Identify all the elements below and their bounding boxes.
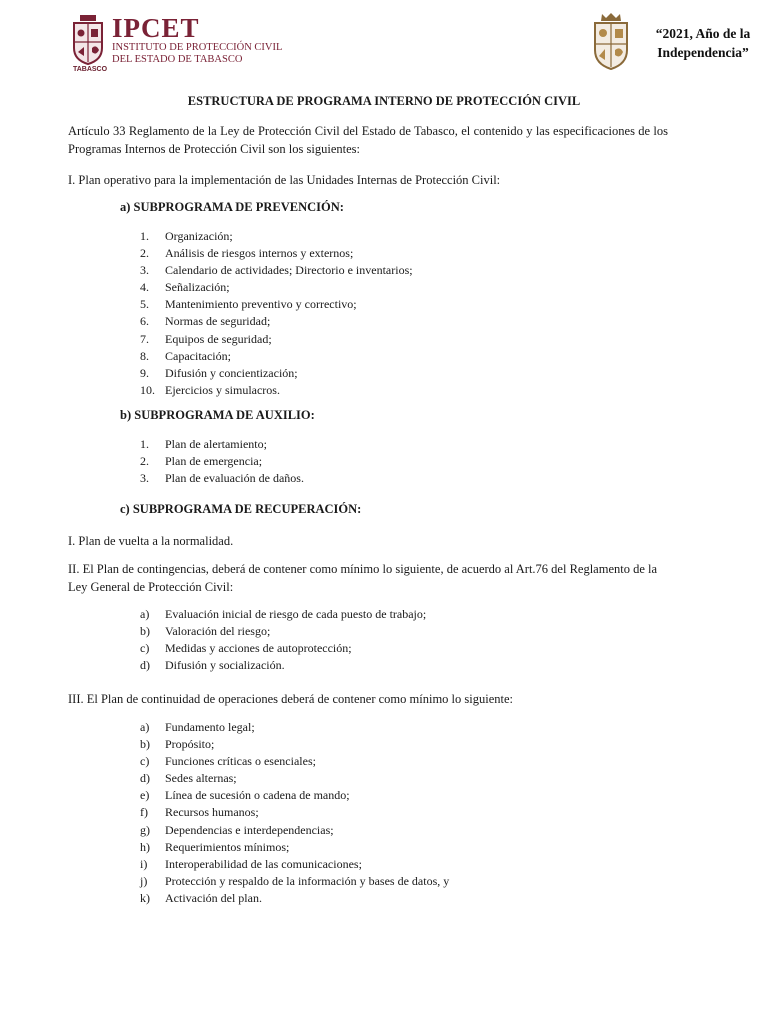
- section-iii-heading: III. El Plan de continuidad de operaciones deberá de contener como mínimo lo siguiente:: [68, 692, 513, 706]
- list-item: [140, 606, 426, 623]
- list-item: [140, 453, 304, 470]
- list-item-text: Funciones críticas o esenciales;: [165, 754, 316, 769]
- list-marker: k): [140, 890, 150, 905]
- brand-line-1: INSTITUTO DE PROTECCIÓN CIVIL: [112, 42, 283, 53]
- list-item-text: Organización;: [165, 229, 233, 243]
- list-marker: e): [140, 788, 150, 803]
- tabasco-shield-icon: [590, 12, 632, 74]
- list-item: [140, 313, 413, 330]
- list-item: [140, 245, 413, 262]
- list-item: [140, 470, 304, 487]
- list-item: [140, 736, 449, 753]
- subprogram-auxilio-title: b) SUBPROGRAMA DE AUXILIO:: [120, 408, 315, 422]
- list-item-text: Fundamento legal;: [165, 720, 255, 734]
- list-item-text: Requerimientos mínimos;: [165, 839, 290, 854]
- list-item: [140, 657, 426, 674]
- list-item-text: Línea de sucesión o cadena de mando;: [165, 788, 350, 803]
- list-item-text: Capacitación;: [165, 348, 231, 363]
- list-item-text: Recursos humanos;: [165, 805, 259, 820]
- list-item: [140, 348, 413, 365]
- list-item-text: Plan de emergencia;: [165, 454, 263, 469]
- list-item: [140, 331, 413, 348]
- list-marker: a): [140, 720, 150, 734]
- list-marker: 6.: [140, 314, 149, 329]
- list-item: [140, 640, 426, 657]
- motto-line-1: “2021, Año de la: [655, 26, 751, 41]
- prevention-list: [140, 228, 413, 399]
- list-marker: d): [140, 771, 150, 786]
- list-item: [140, 382, 413, 399]
- list-item: [140, 623, 426, 640]
- list-item: [140, 296, 413, 313]
- list-marker: 3.: [140, 471, 149, 486]
- brand-block: [112, 14, 282, 66]
- auxilio-list: [140, 436, 304, 487]
- list-item-text: Mantenimiento preventivo y correctivo;: [165, 297, 357, 312]
- list-item-text: Normas de seguridad;: [165, 314, 271, 329]
- list-marker: j): [140, 873, 148, 888]
- list-item: [140, 753, 449, 770]
- list-item: [140, 228, 413, 245]
- list-item-text: Evaluación inicial de riesgo de cada puesto de trabajo;: [165, 607, 427, 621]
- list-marker: 8.: [140, 348, 149, 363]
- list-item-text: Análisis de riesgos internos y externos;: [165, 246, 354, 261]
- list-marker: 4.: [140, 280, 149, 295]
- list-marker: f): [140, 805, 148, 820]
- list-item-text: Plan de evaluación de daños.: [165, 471, 304, 486]
- list-item-text: Difusión y concientización;: [165, 365, 298, 380]
- contingency-list: [140, 606, 426, 674]
- list-marker: h): [140, 839, 150, 854]
- list-item-text: Propósito;: [165, 737, 215, 752]
- section-ii-paragraph: II. El Plan de contingencias, deberá de contener como mínimo lo siguiente, de acuerdo al Art.76 del Reglamento de la Ley General de Protección Civil:: [68, 562, 658, 594]
- document-title: ESTRUCTURA DE PROGRAMA INTERNO DE PROTECCIÓN CIVIL: [187, 94, 581, 108]
- list-item-text: Señalización;: [165, 280, 230, 295]
- list-marker: 9.: [140, 365, 149, 380]
- list-item: [140, 436, 304, 453]
- list-item: [140, 770, 449, 787]
- list-item: [140, 262, 413, 279]
- list-marker: 5.: [140, 297, 149, 312]
- list-item: [140, 804, 449, 821]
- brand-name: IPCET: [112, 13, 200, 43]
- intro-paragraph: Artículo 33 Reglamento de la Ley de Protección Civil del Estado de Tabasco, el contenido y las especificaciones de los Programas Internos de Protección Civil son los siguientes:: [68, 124, 668, 156]
- list-item: [140, 856, 449, 873]
- list-item-text: Calendario de actividades; Directorio e inventarios;: [165, 263, 413, 278]
- section-i-heading: I. Plan operativo para la implementación de las Unidades Internas de Protección Civil:: [68, 173, 501, 187]
- list-item-text: Dependencias e interdependencias;: [165, 822, 334, 837]
- list-item-text: Difusión y socialización.: [165, 658, 285, 673]
- list-item-text: Plan de alertamiento;: [165, 437, 267, 451]
- subprogram-prevention-title: a) SUBPROGRAMA DE PREVENCIÓN:: [120, 200, 344, 214]
- list-marker: g): [140, 822, 150, 837]
- list-marker: b): [140, 624, 150, 639]
- list-marker: 10.: [140, 382, 155, 397]
- brand-line-2: DEL ESTADO DE TABASCO: [112, 54, 243, 65]
- list-item: [140, 279, 413, 296]
- list-marker: i): [140, 856, 148, 871]
- list-marker: 2.: [140, 454, 149, 469]
- logo-caption: TABASCO: [72, 66, 108, 73]
- list-item-text: Medidas y acciones de autoprotección;: [165, 641, 352, 656]
- list-marker: 3.: [140, 263, 149, 278]
- year-motto: [648, 24, 758, 62]
- list-marker: b): [140, 737, 150, 752]
- list-item: [140, 890, 449, 907]
- subprogram-recovery-title: c) SUBPROGRAMA DE RECUPERACIÓN:: [120, 502, 362, 516]
- list-marker: 2.: [140, 246, 149, 261]
- list-marker: a): [140, 607, 150, 621]
- motto-line-2: Independencia”: [657, 45, 749, 60]
- list-item-text: Activación del plan.: [165, 890, 262, 905]
- list-item: [140, 365, 413, 382]
- list-item: [140, 839, 449, 856]
- list-item-text: Interoperabilidad de las comunicaciones;: [165, 856, 362, 871]
- continuity-list: [140, 719, 449, 907]
- list-item-text: Ejercicios y simulacros.: [165, 382, 280, 397]
- tabasco-coat-of-arms-icon: [70, 14, 106, 72]
- list-marker: c): [140, 754, 150, 769]
- list-item-text: Equipos de seguridad;: [165, 331, 272, 346]
- list-item: [140, 719, 449, 736]
- list-item: [140, 822, 449, 839]
- list-item: [140, 873, 449, 890]
- list-marker: d): [140, 658, 150, 673]
- list-item-text: Sedes alternas;: [165, 771, 237, 786]
- return-plan-text: I. Plan de vuelta a la normalidad.: [68, 534, 234, 548]
- list-marker: 1.: [140, 229, 149, 243]
- list-item-text: Valoración del riesgo;: [165, 624, 271, 639]
- list-marker: 1.: [140, 437, 149, 451]
- list-marker: 7.: [140, 331, 149, 346]
- list-marker: c): [140, 641, 150, 656]
- list-item-text: Protección y respaldo de la información y bases de datos, y: [165, 873, 450, 888]
- list-item: [140, 787, 449, 804]
